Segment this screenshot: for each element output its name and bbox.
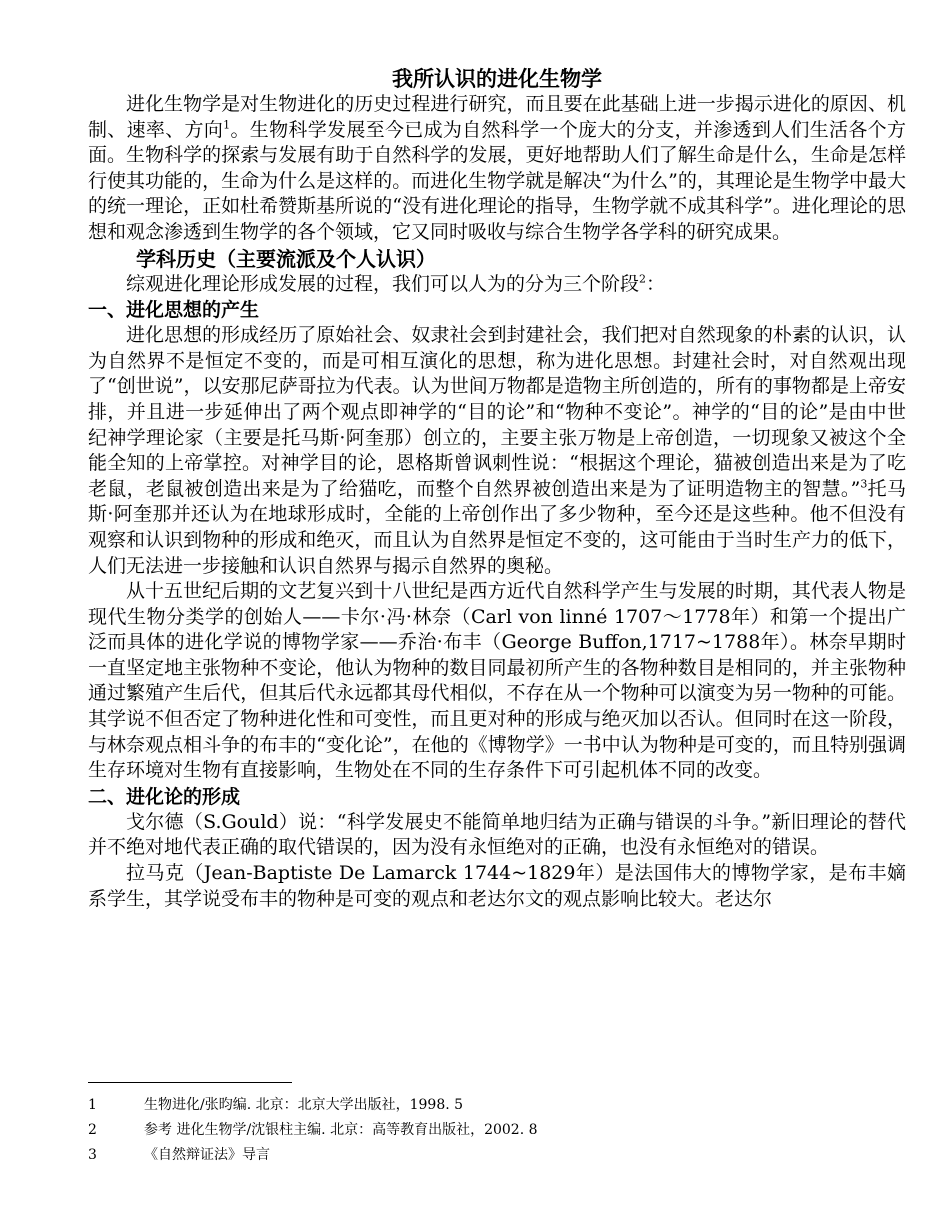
document-title: 我所认识的进化生物学: [392, 66, 602, 91]
document-body: [88, 66, 906, 912]
footnote-ref-1: 1: [223, 118, 231, 132]
section-1-paragraph-2: 从十五世纪后期的文艺复兴到十八世纪是西方近代自然科学产生与发展的时期，其代表人物是现代生物分类学的创始人——卡尔·冯·林奈（Carl von linné 1707～1778年）和第一个提出广泛而具体的进化学说的博物学家——乔治·布丰（George Buffon,1717~1788年）。林奈早期时一直坚定地主张物种不变论，他认为物种的数目同最初所产生的各物种数目是相同的，并主张物种通过繁殖产生后代，但其后代永远都其母代相似，不存在从一个物种可以演变为另一物种的可能。其学说不但否定了物种进化性和可变性，而且更对种的形成与绝灭加以否认。但同时在这一阶段，与林奈观点相斗争的布丰的“变化论”，在他的《博物学》一书中认为物种是可变的，而且特别强调生存环境对生物有直接影响，生物处在不同的生存条件下可引起机体不同的改变。: [88, 580, 906, 782]
intro-paragraph: 进化生物学是对生物进化的历史过程进行研究，而且要在此基础上进一步揭示进化的原因、机制、速率、方向$^1$。生物科学发展至今已成为自然科学一个庞大的分支，并渗透到人们生活各个方面。生物科学的探索与发展有助于自然科学的发展，更好地帮助人们了解生命是什么，生命是怎样行使其功能的，生命为什么是这样的。而进化生物学就是解决“为什么”的，其理论是生物学中最大的统一理论，正如杜希赞斯基所说的“没有进化理论的指导，生物学就不成其科学”。进化理论的思想和观念渗透到生物学的各个领域，它又同时吸收与综合生物学各学科的研究成果。: [88, 93, 906, 243]
overview-paragraph: 综观进化理论形成发展的过程，我们可以人为的分为三个阶段$^2$：: [126, 272, 666, 295]
footnote-ref-2: 2: [639, 272, 647, 286]
footnote-3: 3 《自然辩证法》导言: [88, 1147, 270, 1163]
section-1-paragraph-1: 进化思想的形成经历了原始社会、奴隶社会到封建社会，我们把对自然现象的朴素的认识，认为自然界不是恒定不变的，而是可相互演化的思想，称为进化思想。封建社会时，对自然观出现了“创世说”，以安那尼萨哥拉为代表。认为世间万物都是造物主所创造的，所有的事物都是上帝安排，并且进一步延伸出了两个观点即神学的“目的论”和“物种不变论”。神学的“目的论”是由中世纪神学理论家（主要是托马斯·阿奎那）创立的，主要主张万物是上帝创造，一切现象又被这个全能全知的上帝掌控。对神学目的论，恩格斯曾讽刺性说：“根据这个理论，猫被创造出来是为了吃老鼠，老鼠被创造出来是为了给猫吃，而整个自然界被创造出来是为了证明造物主的智慧。”$^3$托马斯·阿奎那并还认为在地球形成时，全能的上帝创作出了多少物种，至今还是这些种。他不但没有观察和认识到物种的形成和绝灭，而且认为自然界是恒定不变的，这可能由于当时生产力的低下，人们无法进一步接触和认识自然界与揭示自然界的奥秘。: [88, 324, 906, 577]
footnote-ref-3: 3: [860, 477, 868, 491]
footnote-1: 1 生物进化/张昀编. 北京：北京大学出版社，1998. 5: [88, 1097, 464, 1113]
footnote-divider: [88, 1082, 292, 1083]
section-2-paragraph-2: 拉马克（Jean-Baptiste De Lamarck 1744~1829年）是法国伟大的博物学家，是布丰嫡系学生，其学说受布丰的物种是可变的观点和老达尔文的观点影响比较大。老达尔: [88, 862, 906, 910]
subheading-history: 学科历史（主要流派及个人认识）: [136, 246, 436, 271]
section-2-paragraph-1: 戈尔德（S.Gould）说：“科学发展史不能简单地归结为正确与错误的斗争。”新旧理论的替代并不绝对地代表正确的取代错误的，因为没有永恒绝对的正确，也没有永恒绝对的错误。: [88, 810, 906, 859]
footnote-2: 2 参考 进化生物学/沈银柱主编. 北京：高等教育出版社，2002. 8: [88, 1122, 538, 1138]
section-1-heading: 一、进化思想的产生: [88, 299, 260, 322]
footnotes: [88, 1082, 906, 1170]
section-2-heading: 二、进化论的形成: [88, 785, 241, 808]
